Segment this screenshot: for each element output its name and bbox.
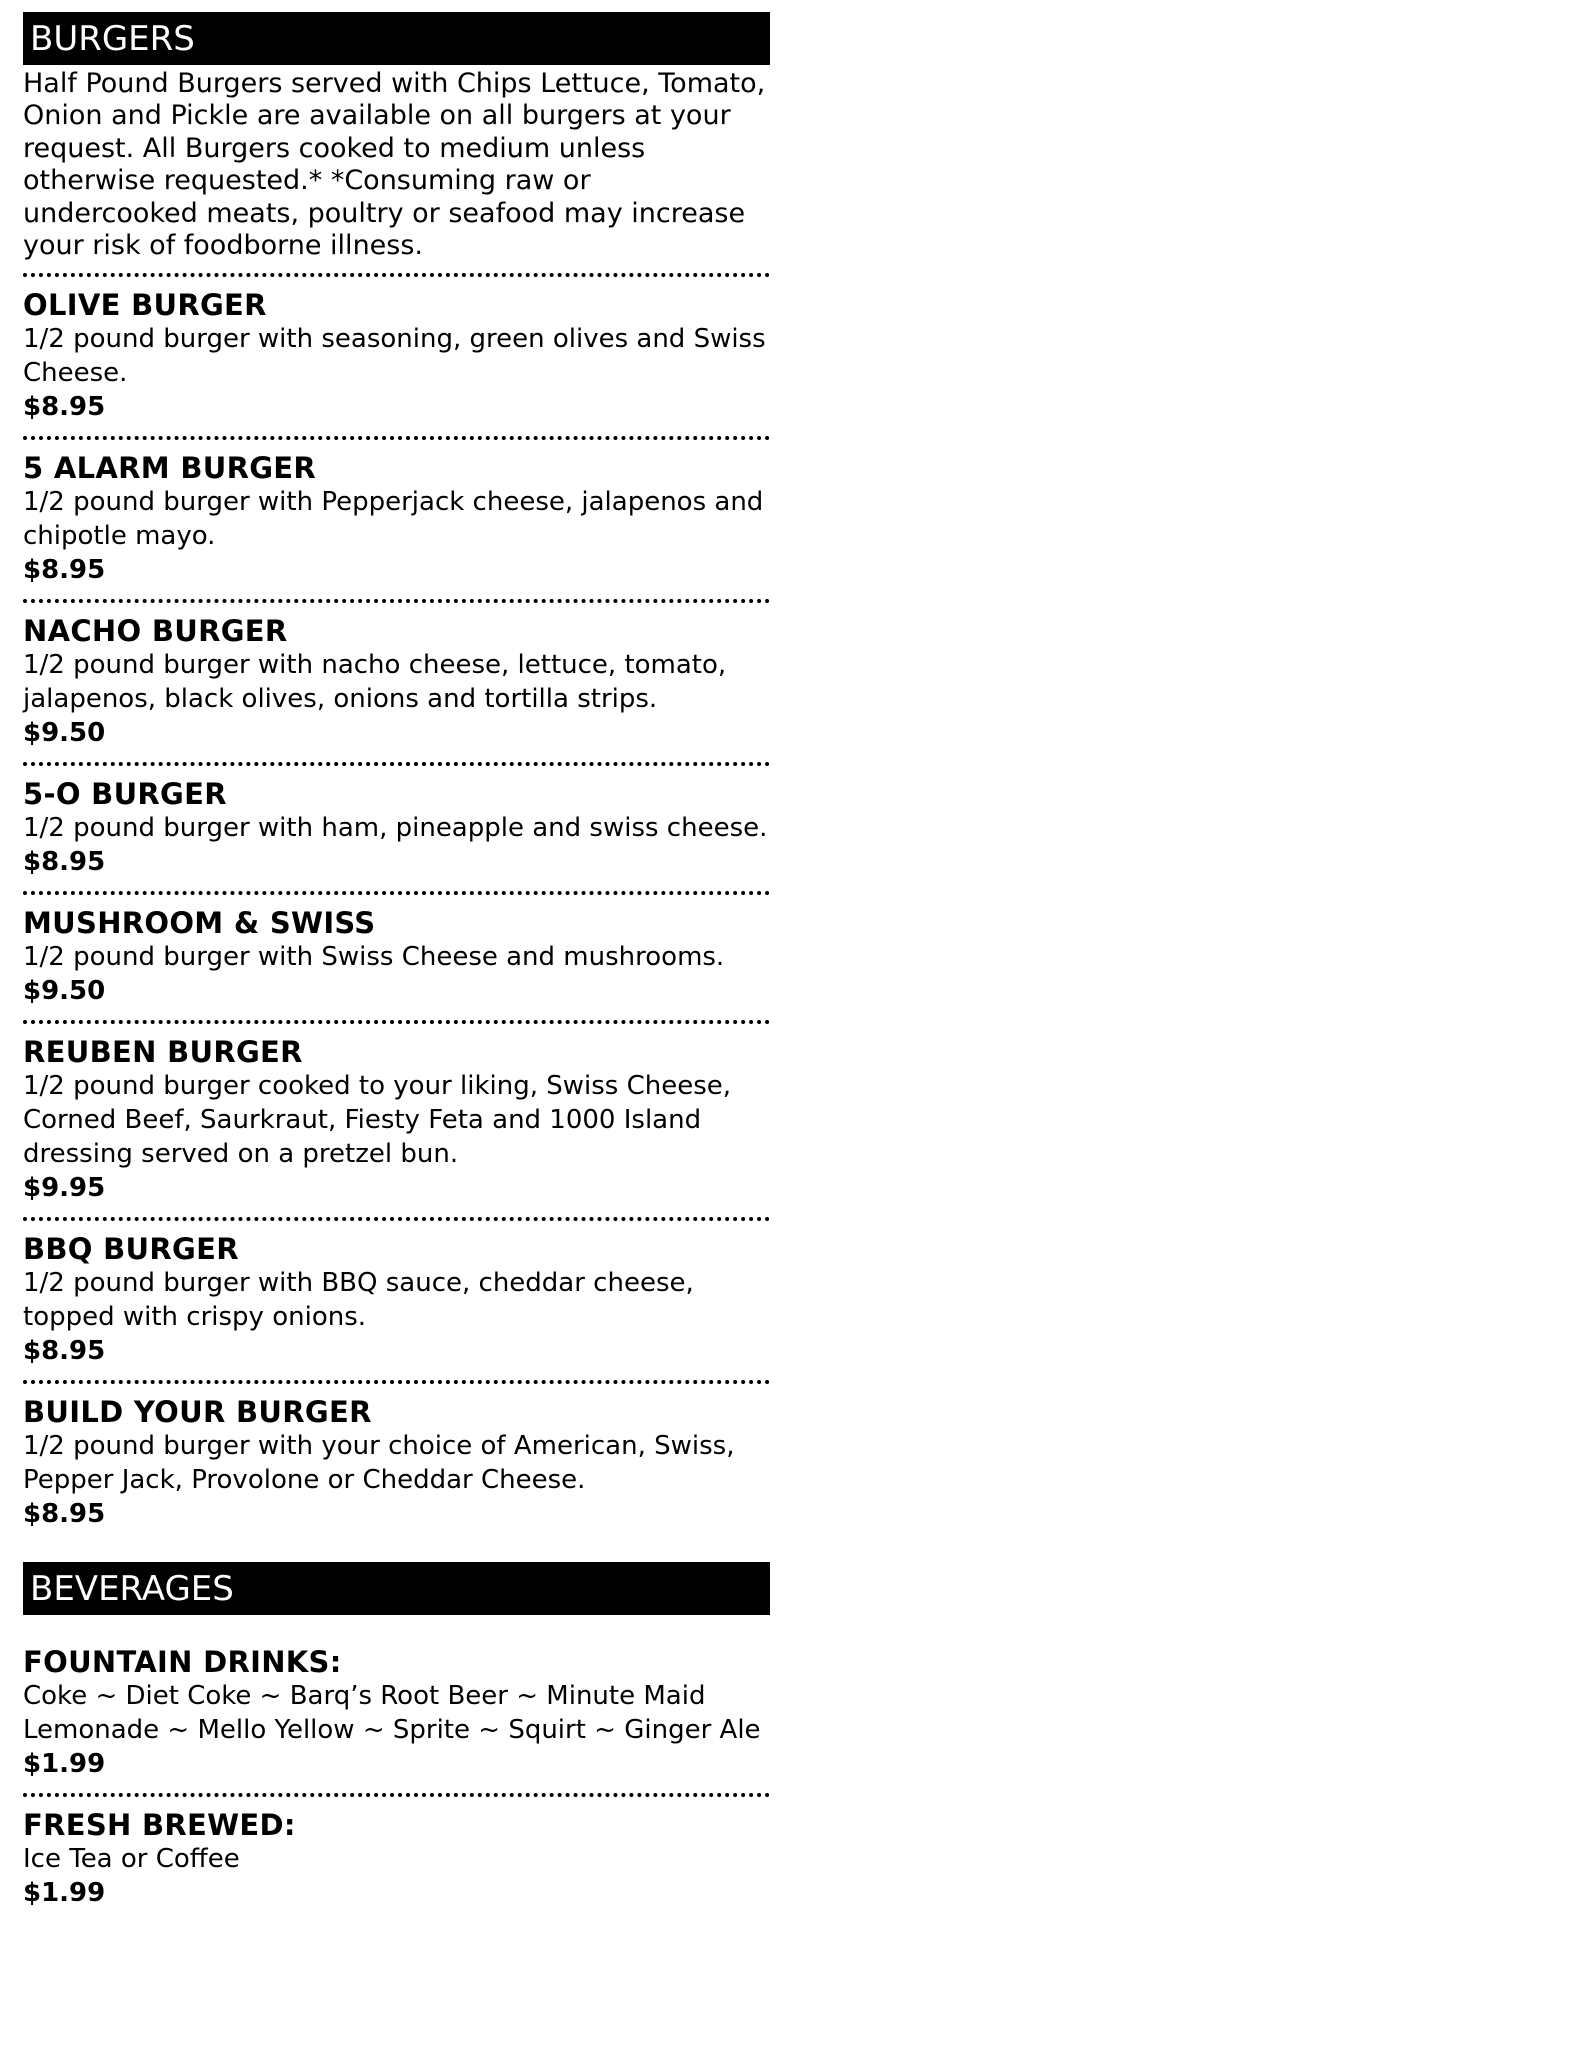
item-title: REUBEN BURGER	[23, 1035, 303, 1070]
item-title: FOUNTAIN DRINKS:	[23, 1645, 342, 1680]
menu-item-fountain-drinks	[23, 1645, 770, 1782]
item-price: $8.95	[23, 1499, 106, 1530]
menu-item-mushroom-swiss	[23, 906, 770, 1009]
item-title: BUILD YOUR BURGER	[23, 1395, 372, 1430]
item-description: 1/2 pound burger with Swiss Cheese and mushrooms.	[23, 942, 725, 973]
divider	[23, 1020, 770, 1024]
item-title: 5 ALARM BURGER	[23, 451, 317, 486]
item-title: MUSHROOM & SWISS	[23, 906, 376, 941]
item-title: OLIVE BURGER	[23, 288, 267, 323]
divider	[23, 436, 770, 440]
item-description: 1/2 pound burger with seasoning, green olives and Swiss Cheese.	[23, 324, 766, 389]
burgers-intro: Half Pound Burgers served with Chips Lettuce, Tomato, Onion and Pickle are available on all burgers at your request. All Burgers cooked to medium unless otherwise requested.* *Consuming raw or undercooked meats, poultry or seafood may increase your risk of foodborne illness.	[23, 68, 766, 262]
divider	[23, 1793, 770, 1797]
item-price: $8.95	[23, 847, 106, 878]
item-description: 1/2 pound burger with Pepperjack cheese, jalapenos and chipotle mayo.	[23, 487, 764, 552]
item-price: $9.95	[23, 1173, 106, 1204]
item-price: $8.95	[23, 555, 106, 586]
item-title: BBQ BURGER	[23, 1232, 239, 1267]
item-price: $8.95	[23, 392, 106, 423]
menu-item-reuben-burger	[23, 1035, 770, 1206]
item-title: NACHO BURGER	[23, 614, 288, 649]
item-description: Coke ~ Diet Coke ~ Barq’s Root Beer ~ Minute Maid Lemonade ~ Mello Yellow ~ Sprite ~ Squirt ~ Ginger Ale	[23, 1681, 761, 1746]
beverages-header: BEVERAGES	[23, 1562, 770, 1615]
divider	[23, 599, 770, 603]
burgers-header: BURGERS	[23, 12, 770, 65]
item-title: FRESH BREWED:	[23, 1808, 296, 1843]
divider	[23, 273, 770, 277]
item-description: Ice Tea or Coffee	[23, 1844, 240, 1875]
menu-item-fresh-brewed	[23, 1808, 770, 1911]
menu-item-build-your-burger	[23, 1395, 770, 1532]
beverages-header-wrap	[23, 1562, 770, 1615]
menu-item-5-alarm-burger	[23, 451, 770, 588]
menu-item-5-o-burger	[23, 777, 770, 880]
divider	[23, 762, 770, 766]
item-description: 1/2 pound burger with nacho cheese, lettuce, tomato, jalapenos, black olives, onions and tortilla strips.	[23, 650, 727, 715]
divider	[23, 1380, 770, 1384]
item-description: 1/2 pound burger with BBQ sauce, cheddar cheese, topped with crispy onions.	[23, 1268, 694, 1333]
item-price: $1.99	[23, 1878, 106, 1909]
item-price: $9.50	[23, 976, 106, 1007]
item-price: $1.99	[23, 1749, 106, 1780]
item-price: $8.95	[23, 1336, 106, 1367]
item-description: 1/2 pound burger cooked to your liking, Swiss Cheese, Corned Beef, Saurkraut, Fiesty Feta and 1000 Island dressing served on a pretzel bun.	[23, 1071, 732, 1170]
divider	[23, 1217, 770, 1221]
item-description: 1/2 pound burger with your choice of American, Swiss, Pepper Jack, Provolone or Cheddar Cheese.	[23, 1431, 735, 1496]
menu-item-nacho-burger	[23, 614, 770, 751]
item-price: $9.50	[23, 718, 106, 749]
item-title: 5-O BURGER	[23, 777, 227, 812]
menu-item-bbq-burger	[23, 1232, 770, 1369]
menu	[23, 12, 770, 1911]
menu-item-olive-burger	[23, 288, 770, 425]
item-description: 1/2 pound burger with ham, pineapple and swiss cheese.	[23, 813, 768, 844]
divider	[23, 891, 770, 895]
